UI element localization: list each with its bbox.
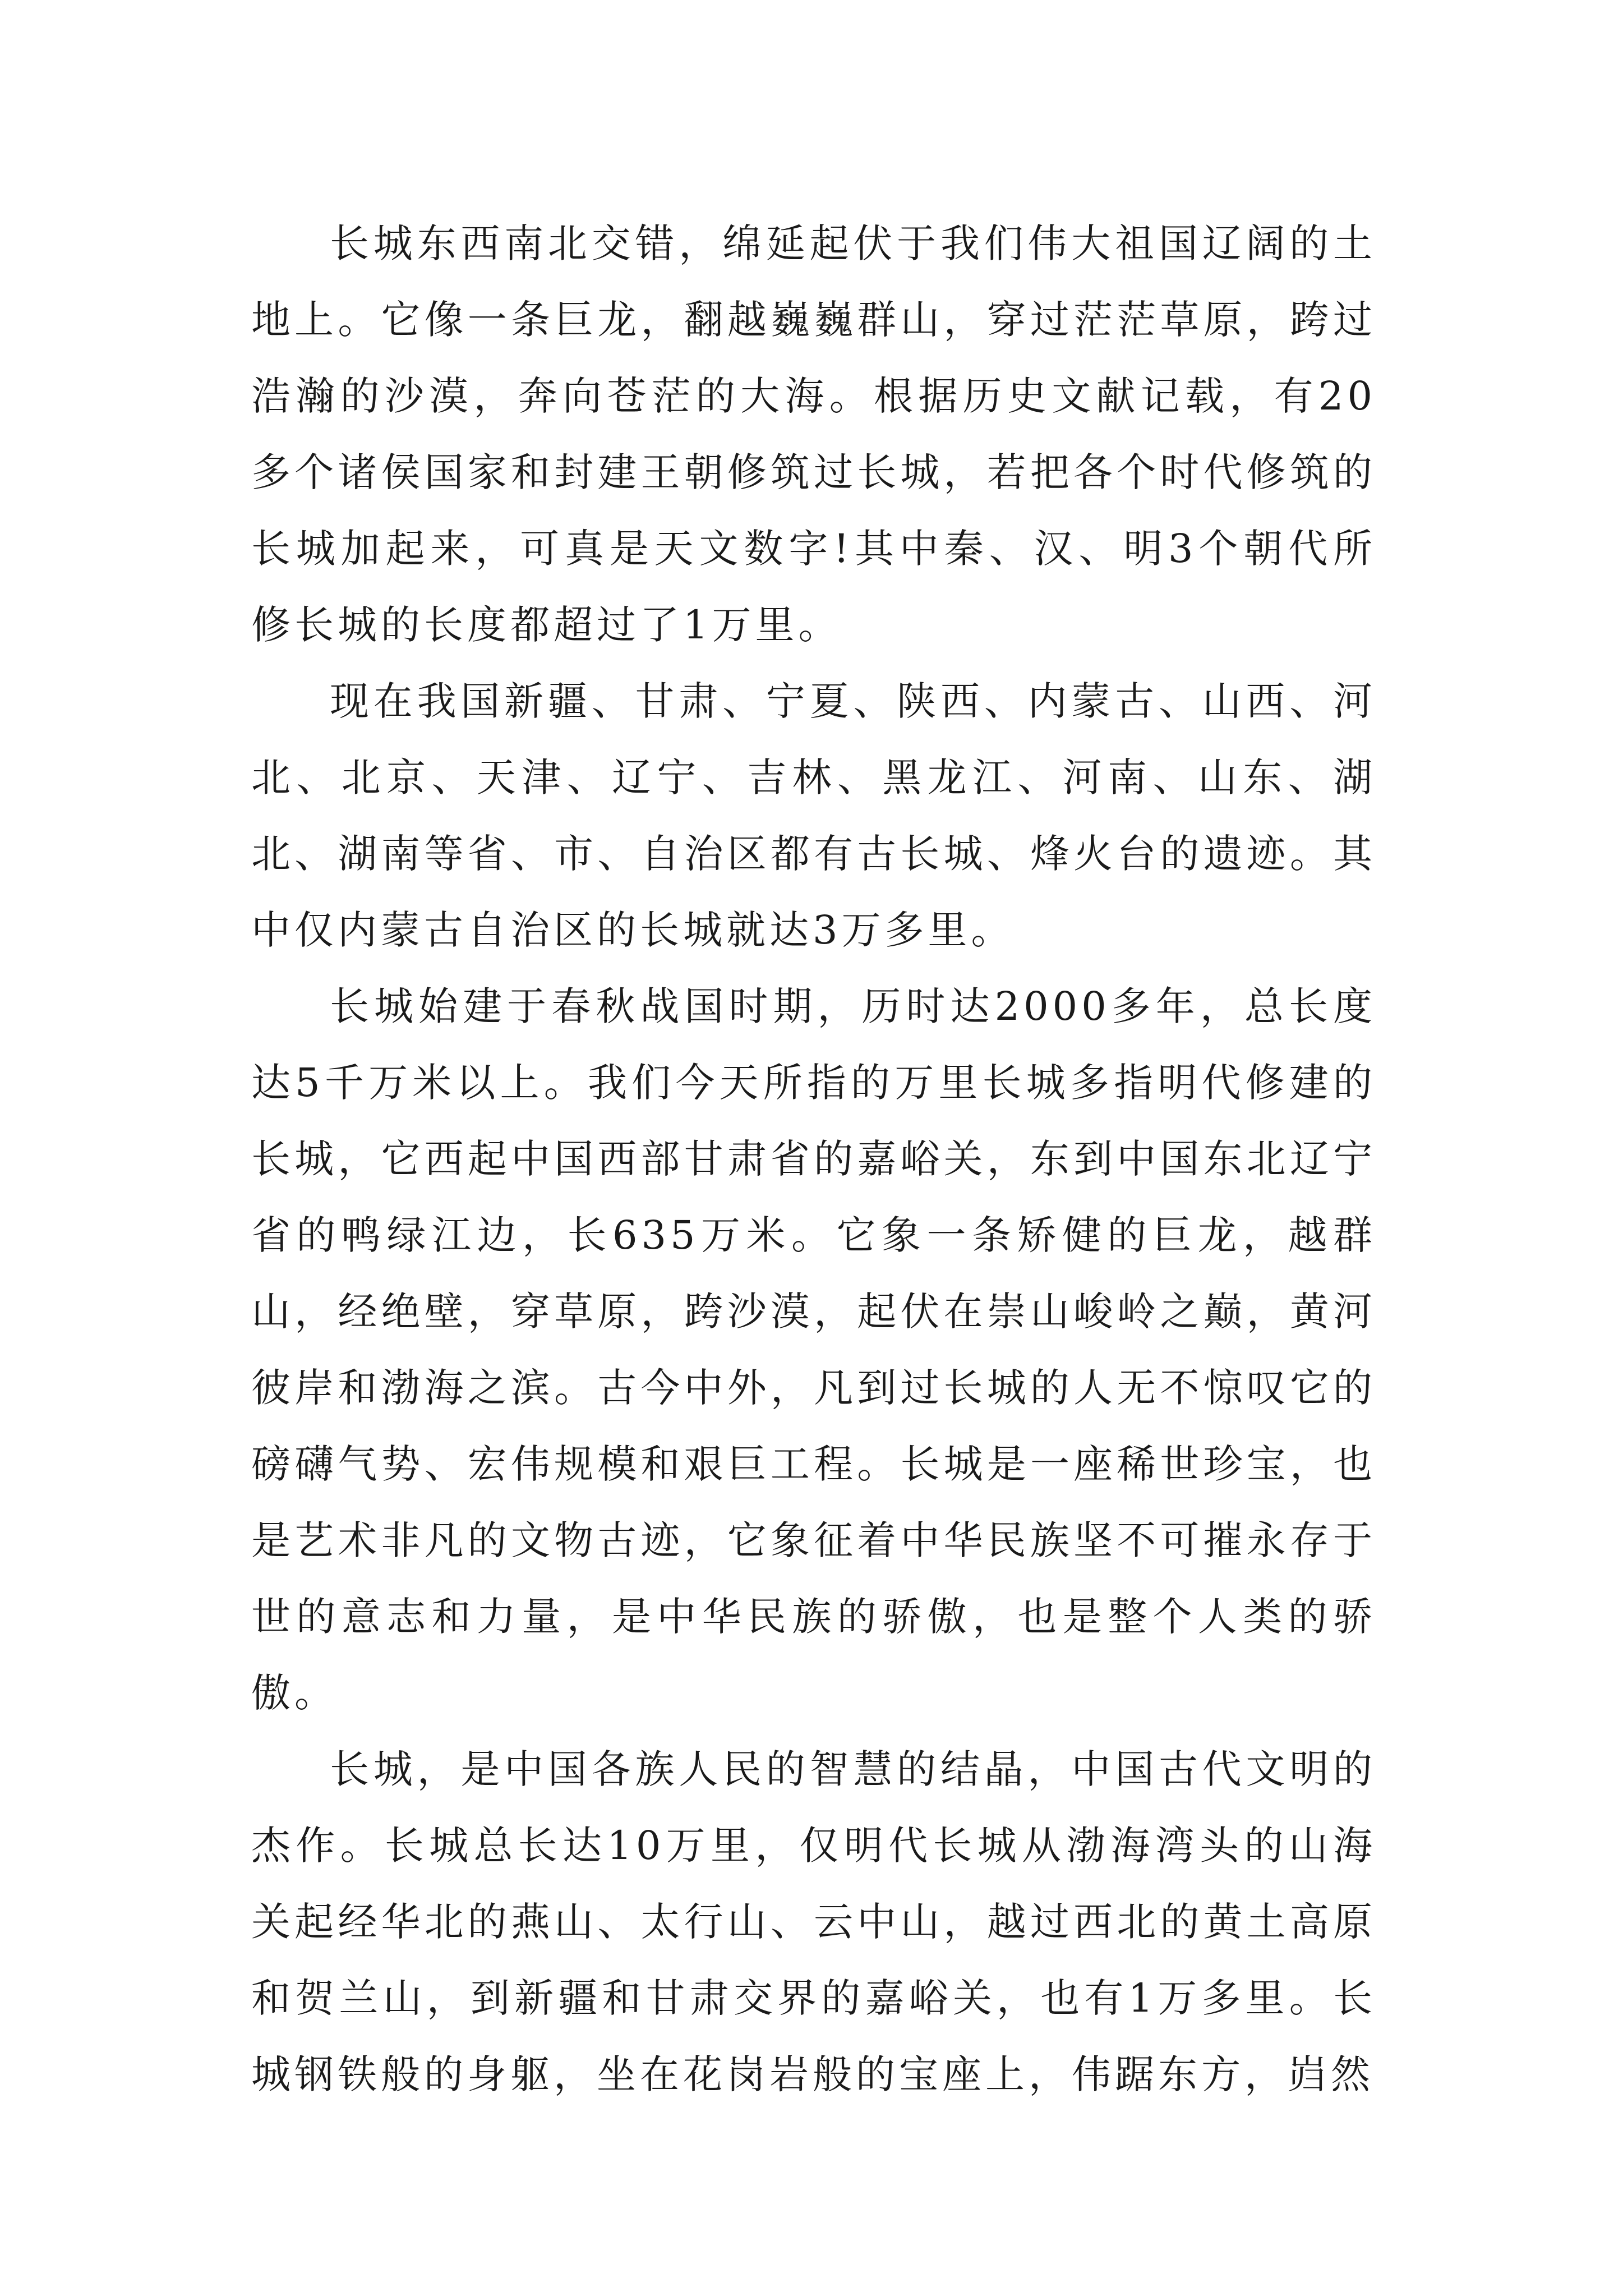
paragraph-1: 长城东西南北交错，绵延起伏于我们伟大祖国辽阔的土地上。它像一条巨龙，翻越巍巍群山，穿过茫茫草原，跨过浩瀚的沙漠，奔向苍茫的大海。根据历史文献记载，有20多个诸侯国家和封建王朝修筑过长城，若把各个时代修筑的长城加起来，可真是天文数字!其中秦、汉、明3个朝代所修长城的长度都超过了1万里。 bbox=[251, 220, 1376, 648]
paragraph-2: 现在我国新疆、甘肃、宁夏、陕西、内蒙古、山西、河北、北京、天津、辽宁、吉林、黑龙江、河南、山东、湖北、湖南等省、市、自治区都有古长城、烽火台的遗迹。其中仅内蒙古自治区的长城就达3万多里。 bbox=[251, 678, 1376, 953]
paragraph-4: 长城，是中国各族人民的智慧的结晶，中国古代文明的杰作。长城总长达10万里，仅明代长城从渤海湾头的山海关起经华北的燕山、太行山、云中山，越过西北的黄土高原和贺兰山，到新疆和甘肃交界的嘉峪关，也有1万多里。长城钢铁般的身躯，坐在花岗岩般的宝座上，伟踞东方，岿然 bbox=[251, 1746, 1376, 2097]
body-text bbox=[251, 205, 1376, 2113]
paragraph-3: 长城始建于春秋战国时期，历时达2000多年，总长度达5千万米以上。我们今天所指的万里长城多指明代修建的长城，它西起中国西部甘肃省的嘉峪关，东到中国东北辽宁省的鸭绿江边，长635万米。它象一条矫健的巨龙，越群山，经绝壁，穿草原，跨沙漠，起伏在崇山峻岭之巅，黄河彼岸和渤海之滨。古今中外，凡到过长城的人无不惊叹它的磅礴气势、宏伟规模和艰巨工程。长城是一座稀世珍宝，也是艺术非凡的文物古迹，它象征着中华民族坚不可摧永存于世的意志和力量，是中华民族的骄傲，也是整个人类的骄傲。 bbox=[251, 983, 1376, 1716]
